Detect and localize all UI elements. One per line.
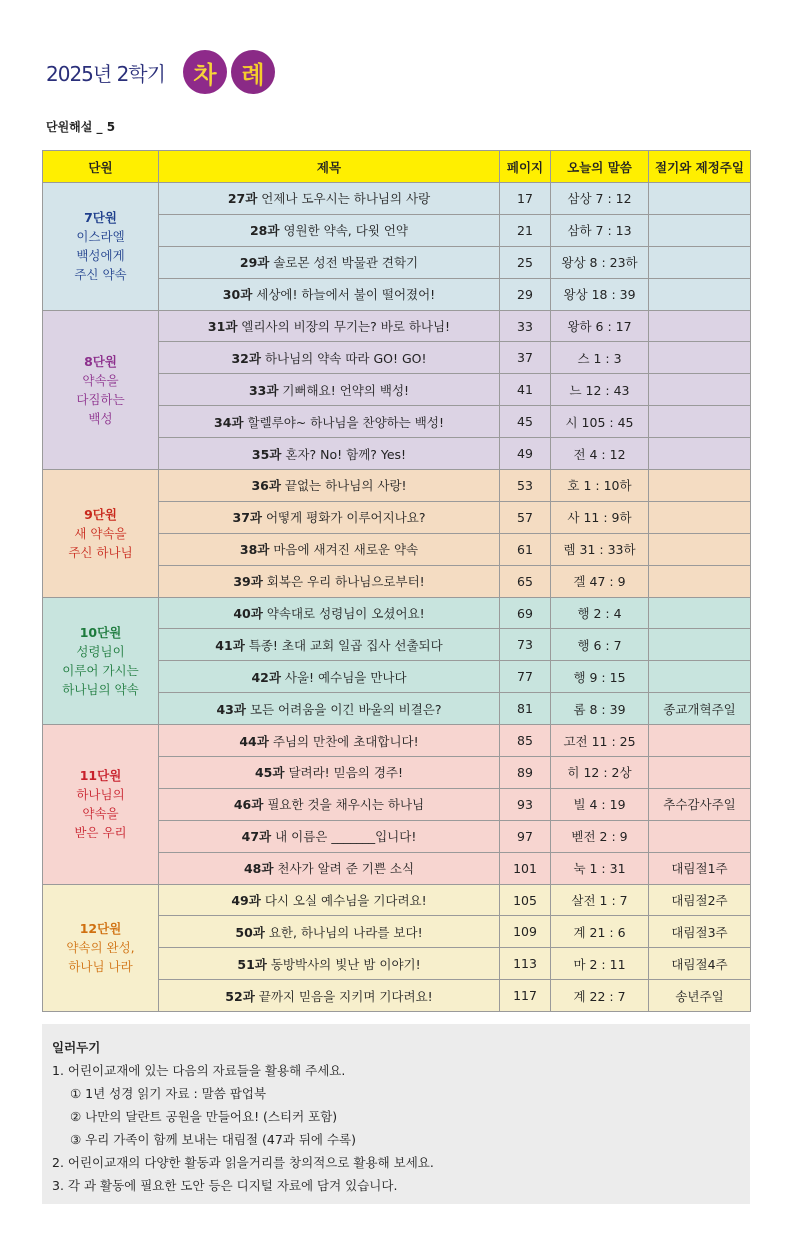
lesson-number: 41과 <box>215 637 245 653</box>
lesson-title: 약속대로 성령님이 오셨어요! <box>266 606 425 622</box>
lesson-season: 대림절4주 <box>649 948 751 980</box>
lesson-verse: 히 12 : 2상 <box>551 757 649 789</box>
lesson-season <box>649 820 751 852</box>
lesson-title: 하나님의 약속 따라 GO! GO! <box>264 350 427 366</box>
unit-name: 12단원 <box>79 921 122 937</box>
lesson-page: 93 <box>500 788 551 820</box>
lesson-season: 대림절2주 <box>649 884 751 916</box>
unit-desc-line: 성령님이 <box>76 643 125 659</box>
unit-cell <box>43 310 159 469</box>
lesson-title-cell <box>159 342 500 374</box>
col-header-title: 제목 <box>159 151 500 183</box>
lesson-verse: 롬 8 : 39 <box>551 693 649 725</box>
lesson-page: 25 <box>500 246 551 278</box>
unit-desc-line: 약속을 <box>82 372 119 388</box>
lesson-season: 대림절1주 <box>649 852 751 884</box>
lesson-title: 모든 어려움을 이긴 바울의 비결은? <box>249 701 442 717</box>
lesson-title-cell <box>159 438 500 470</box>
lesson-title: 언제나 도우시는 하나님의 사랑 <box>261 191 431 207</box>
title-char-circle-2: 례 <box>231 50 275 94</box>
table-row <box>43 884 751 916</box>
lesson-title: 어떻게 평화가 이루어지나요? <box>265 510 426 526</box>
lesson-page: 113 <box>500 948 551 980</box>
col-header-verse: 오늘의 말씀 <box>551 151 649 183</box>
lesson-title-cell <box>159 278 500 310</box>
lesson-title-cell <box>159 470 500 502</box>
lesson-page: 37 <box>500 342 551 374</box>
lesson-number: 33과 <box>248 382 279 398</box>
lesson-season <box>649 661 751 693</box>
lesson-title: 끝없는 하나님의 사랑! <box>284 478 407 494</box>
lesson-season <box>649 629 751 661</box>
lesson-title: 엘리사의 비장의 무기는? 바로 하나님! <box>241 319 451 334</box>
lesson-title: 기뻐해요! 언약의 백성! <box>282 382 410 398</box>
lesson-page: 117 <box>500 980 551 1012</box>
lesson-title: 다시 오실 예수님을 기다려요! <box>264 893 427 909</box>
lesson-verse: 눅 1 : 31 <box>551 852 649 884</box>
lesson-title: 동방박사의 빛난 밤 이야기! <box>270 956 421 972</box>
lesson-season <box>649 565 751 597</box>
lesson-verse: 고전 11 : 25 <box>551 725 649 757</box>
lesson-verse: 빌 4 : 19 <box>551 788 649 820</box>
lesson-number: 31과 <box>207 319 238 334</box>
unit-name: 10단원 <box>79 624 122 640</box>
lesson-season <box>649 725 751 757</box>
lesson-page: 73 <box>500 629 551 661</box>
lesson-title: 주님의 만찬에 초대합니다! <box>272 733 419 749</box>
lesson-page: 105 <box>500 884 551 916</box>
unit-desc-line: 하나님 나라 <box>68 959 133 975</box>
notes-box <box>42 1024 750 1204</box>
lesson-verse: 렘 31 : 33하 <box>551 533 649 565</box>
lesson-season: 종교개혁주일 <box>649 693 751 725</box>
lesson-season: 추수감사주일 <box>649 788 751 820</box>
lesson-page: 53 <box>500 470 551 502</box>
lesson-season <box>649 342 751 374</box>
unit-desc-line: 이스라엘 <box>76 229 125 245</box>
contents-table <box>42 150 751 1012</box>
lesson-title-cell <box>159 565 500 597</box>
lesson-number: 27과 <box>227 191 258 207</box>
lesson-title-cell <box>159 214 500 246</box>
unit-name: 7단원 <box>84 210 117 226</box>
lesson-verse: 마 2 : 11 <box>551 948 649 980</box>
table-row <box>43 183 751 215</box>
notes-line-1: 1. 어린이교재에 있는 다음의 자료들을 활용해 주세요. <box>52 1063 346 1078</box>
lesson-title-cell <box>159 916 500 948</box>
lesson-title-cell <box>159 852 500 884</box>
unit-desc-line: 백성에게 <box>76 248 125 264</box>
lesson-page: 69 <box>500 597 551 629</box>
lesson-number: 44과 <box>239 733 269 749</box>
unit-name: 11단원 <box>79 768 122 784</box>
lesson-title: 회복은 우리 하나님으로부터! <box>266 574 425 590</box>
lesson-title-cell <box>159 501 500 533</box>
col-header-page: 페이지 <box>500 151 551 183</box>
lesson-verse: 벧전 2 : 9 <box>551 820 649 852</box>
lesson-verse: 행 9 : 15 <box>551 661 649 693</box>
lesson-verse: 겔 47 : 9 <box>551 565 649 597</box>
lesson-page: 49 <box>500 438 551 470</box>
lesson-page: 89 <box>500 757 551 789</box>
unit-cell <box>43 884 159 1012</box>
unit-desc-line: 새 약속을 <box>74 525 127 541</box>
lesson-number: 40과 <box>233 606 263 622</box>
lesson-title-cell <box>159 661 500 693</box>
lesson-page: 33 <box>500 310 551 342</box>
lesson-page: 45 <box>500 406 551 438</box>
lesson-title-cell <box>159 246 500 278</box>
lesson-page: 85 <box>500 725 551 757</box>
lesson-number: 36과 <box>251 478 281 494</box>
lesson-title-cell <box>159 980 500 1012</box>
lesson-page: 61 <box>500 533 551 565</box>
lesson-number: 47과 <box>241 829 272 845</box>
lesson-season: 송년주일 <box>649 980 751 1012</box>
lesson-title: 사울! 예수님을 만나다 <box>284 669 407 685</box>
lesson-number: 29과 <box>239 255 270 271</box>
notes-sub-3: ③ 우리 가족이 함께 보내는 대림절 (47과 뒤에 수록) <box>70 1132 357 1147</box>
unit-desc-line: 주신 약속 <box>74 267 127 283</box>
lesson-season <box>649 406 751 438</box>
table-header-row <box>43 151 751 183</box>
unit-name: 8단원 <box>84 353 117 369</box>
table-row <box>43 597 751 629</box>
lesson-title: 천사가 알려 준 기쁜 소식 <box>277 861 415 877</box>
lesson-title: 세상에! 하늘에서 불이 떨어졌어! <box>256 287 436 303</box>
lesson-season <box>649 246 751 278</box>
notes-line-3: 3. 각 과 활동에 필요한 도안 등은 디지털 자료에 담겨 있습니다. <box>52 1178 398 1193</box>
notes-title: 일러두기 <box>52 1040 101 1055</box>
lesson-verse: 스 1 : 3 <box>551 342 649 374</box>
lesson-verse: 삼하 7 : 13 <box>551 214 649 246</box>
lesson-verse: 계 22 : 7 <box>551 980 649 1012</box>
lesson-season <box>649 597 751 629</box>
lesson-page: 17 <box>500 183 551 215</box>
lesson-number: 43과 <box>216 701 246 717</box>
lesson-verse: 행 6 : 7 <box>551 629 649 661</box>
lesson-title-cell <box>159 757 500 789</box>
lesson-title: 영원한 약속, 다윗 언약 <box>283 223 409 239</box>
lesson-page: 65 <box>500 565 551 597</box>
col-header-unit: 단원 <box>43 151 159 183</box>
unit-desc-line: 하나님의 약속 <box>62 681 139 697</box>
unit-desc-line: 이루어 가시는 <box>62 662 139 678</box>
unit-cell <box>43 597 159 725</box>
lesson-number: 46과 <box>233 797 264 813</box>
page-header <box>46 44 279 100</box>
unit-cell <box>43 725 159 884</box>
lesson-season <box>649 183 751 215</box>
lesson-season <box>649 533 751 565</box>
lesson-verse: 왕상 18 : 39 <box>551 278 649 310</box>
table-row <box>43 310 751 342</box>
lesson-verse: 왕하 6 : 17 <box>551 310 649 342</box>
lesson-title: 혼자? No! 함께? Yes! <box>285 446 407 462</box>
lesson-number: 49과 <box>231 893 261 909</box>
lesson-verse: 계 21 : 6 <box>551 916 649 948</box>
lesson-number: 34과 <box>214 414 244 430</box>
lesson-title-cell <box>159 183 500 215</box>
lesson-title-cell <box>159 406 500 438</box>
lesson-number: 37과 <box>232 510 262 526</box>
unit-desc-line: 약속의 완성, <box>66 940 135 956</box>
lesson-title-cell <box>159 310 500 342</box>
lesson-verse: 시 105 : 45 <box>551 406 649 438</box>
lesson-number: 28과 <box>249 223 280 239</box>
lesson-verse: 사 11 : 9하 <box>551 501 649 533</box>
lesson-title: 끝까지 믿음을 지키며 기다려요! <box>258 988 433 1004</box>
unit-desc-line: 백성 <box>88 410 113 426</box>
lesson-season <box>649 374 751 406</box>
lesson-number: 50과 <box>235 924 265 940</box>
lesson-number: 45과 <box>254 765 285 781</box>
lesson-number: 51과 <box>237 956 267 972</box>
lesson-page: 109 <box>500 916 551 948</box>
lesson-title-cell <box>159 788 500 820</box>
lesson-title: 요한, 하나님의 나라를 보다! <box>268 924 423 940</box>
lesson-page: 77 <box>500 661 551 693</box>
lesson-number: 38과 <box>239 542 270 558</box>
lesson-season <box>649 470 751 502</box>
lesson-number: 52과 <box>225 988 255 1004</box>
section-title: 단원해설 _ 5 <box>46 120 116 134</box>
lesson-page: 101 <box>500 852 551 884</box>
unit-cell <box>43 183 159 311</box>
lesson-number: 35과 <box>251 446 282 462</box>
table-body <box>43 183 751 1012</box>
lesson-season <box>649 310 751 342</box>
lesson-page: 57 <box>500 501 551 533</box>
lesson-verse: 행 2 : 4 <box>551 597 649 629</box>
unit-desc-line: 주신 하나님 <box>68 544 133 560</box>
lesson-verse: 삼상 7 : 12 <box>551 183 649 215</box>
unit-cell <box>43 470 159 598</box>
lesson-verse: 호 1 : 10하 <box>551 470 649 502</box>
title-char-circle-1: 차 <box>183 50 227 94</box>
lesson-title: 특종! 초대 교회 일곱 집사 선출되다 <box>248 637 443 653</box>
table-row <box>43 470 751 502</box>
lesson-page: 97 <box>500 820 551 852</box>
lesson-title: 내 이름은 _______입니다! <box>275 829 417 845</box>
lesson-page: 81 <box>500 693 551 725</box>
lesson-number: 39과 <box>233 574 263 590</box>
lesson-title: 달려라! 믿음의 경주! <box>288 765 404 781</box>
unit-desc-line: 약속을 <box>82 806 119 822</box>
lesson-page: 21 <box>500 214 551 246</box>
notes-sub-1: ① 1년 성경 읽기 자료 : 말씀 팝업북 <box>70 1086 267 1101</box>
lesson-number: 48과 <box>243 861 274 877</box>
lesson-title-cell <box>159 629 500 661</box>
lesson-title: 솔로몬 성전 박물관 견학기 <box>273 255 419 271</box>
col-header-season: 절기와 제정주일 <box>649 151 751 183</box>
lesson-season: 대림절3주 <box>649 916 751 948</box>
lesson-title: 마음에 새겨진 새로운 약속 <box>273 542 419 558</box>
lesson-season <box>649 501 751 533</box>
unit-desc-line: 받은 우리 <box>74 825 127 841</box>
table-row <box>43 725 751 757</box>
lesson-season <box>649 438 751 470</box>
lesson-title-cell <box>159 948 500 980</box>
lesson-verse: 느 12 : 43 <box>551 374 649 406</box>
lesson-title-cell <box>159 884 500 916</box>
lesson-title: 할렐루야~ 하나님을 찬양하는 백성! <box>247 414 444 430</box>
unit-desc-line: 하나님의 <box>76 787 125 803</box>
lesson-season <box>649 278 751 310</box>
lesson-page: 41 <box>500 374 551 406</box>
unit-name: 9단원 <box>84 506 117 522</box>
lesson-title-cell <box>159 820 500 852</box>
lesson-season <box>649 757 751 789</box>
lesson-verse: 전 4 : 12 <box>551 438 649 470</box>
lesson-title: 필요한 것을 채우시는 하나님 <box>267 797 425 813</box>
unit-desc-line: 다짐하는 <box>76 391 125 407</box>
year-semester: 2025년 2학기 <box>46 61 165 86</box>
lesson-title-cell <box>159 693 500 725</box>
lesson-verse: 살전 1 : 7 <box>551 884 649 916</box>
lesson-title-cell <box>159 597 500 629</box>
lesson-season <box>649 214 751 246</box>
lesson-verse: 왕상 8 : 23하 <box>551 246 649 278</box>
notes-line-2: 2. 어린이교재의 다양한 활동과 읽을거리를 창의적으로 활용해 보세요. <box>52 1155 434 1170</box>
notes-sub-2: ② 나만의 달란트 공원을 만들어요! (스티커 포함) <box>70 1109 338 1124</box>
lesson-title-cell <box>159 374 500 406</box>
lesson-page: 29 <box>500 278 551 310</box>
lesson-number: 32과 <box>231 350 261 366</box>
lesson-title-cell <box>159 725 500 757</box>
lesson-number: 30과 <box>222 287 253 303</box>
lesson-number: 42과 <box>251 669 281 685</box>
lesson-title-cell <box>159 533 500 565</box>
